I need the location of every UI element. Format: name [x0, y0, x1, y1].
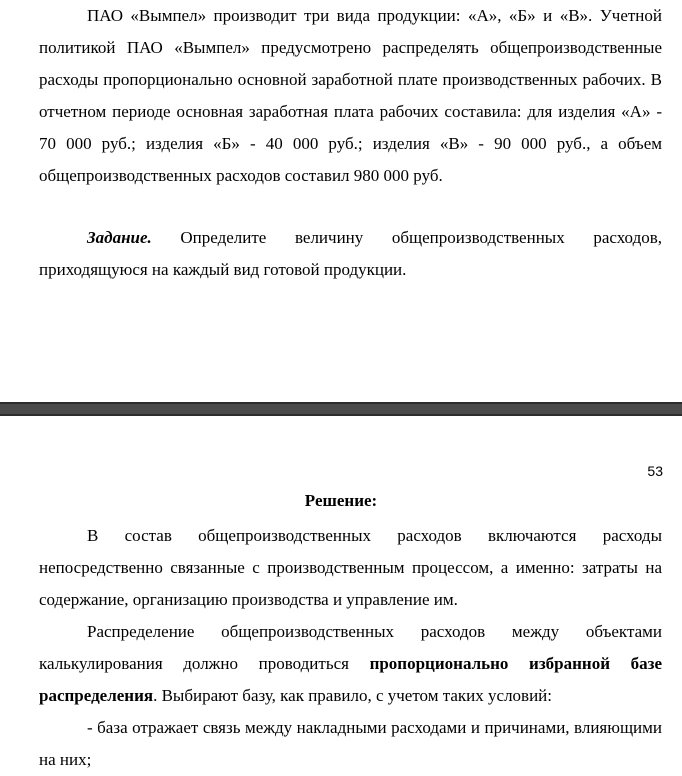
page-separator: [0, 402, 682, 416]
page-number: 53: [647, 463, 663, 479]
paragraph-2: [39, 616, 662, 712]
task-label: Задание.: [87, 228, 152, 247]
task-text: Определите величину общепроизводственных расходов, приходящуюся на каждый вид готовой продукции.: [39, 228, 662, 279]
paragraph-1: В состав общепроизводственных расходов включаются расходы непосредственно связанные с производственным процессом, а именно: затраты на содержание, организацию производства и управление им.: [39, 526, 662, 609]
task-paragraph: [39, 222, 662, 286]
paragraph-2-start: Распределение общепроизводственных расходов между объектами калькулирования должно проводиться: [39, 622, 662, 673]
problem-paragraph: ПАО «Вымпел» производит три вида продукции: «А», «Б» и «В». Учетной политикой ПАО «Вымпел» предусмотрено распределять общепроизводственные расходы пропорционально основной заработной плате производственных рабочих. В отчетном периоде основная заработная плата рабочих составила: для изделия «А» - 70 000 руб.; изделия «Б» - 40 000 руб.; изделия «В» - 90 000 руб., а объем общепроизводственных расходов составил 980 000 руб.: [39, 6, 662, 185]
paragraph-2-end: . Выбирают базу, как правило, с учетом таких условий:: [153, 686, 553, 705]
document-page-bottom: [0, 416, 682, 775]
solution-heading: Решение:: [304, 491, 378, 510]
bullet-item-1: - база отражает связь между накладными расходами и причинами, влияющими на них;: [39, 718, 662, 769]
paragraph-2-bold: пропорционально избранной базе распределения: [39, 654, 662, 705]
